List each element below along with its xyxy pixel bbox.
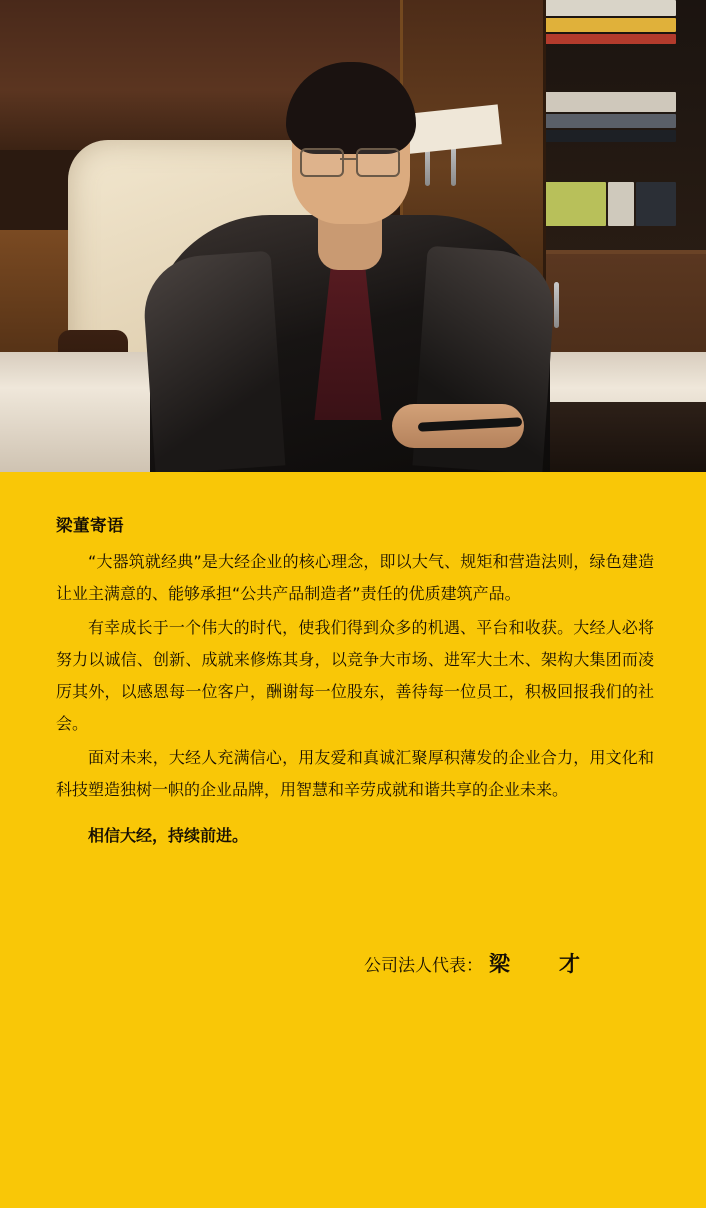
- book-item: [532, 130, 676, 142]
- books-group: [522, 0, 698, 250]
- book-item: [636, 182, 676, 226]
- letter-closing: 相信大经，持续前进。: [88, 826, 249, 845]
- book-item: [536, 182, 606, 226]
- book-item: [526, 0, 676, 16]
- signature-name: 梁 才: [489, 952, 594, 976]
- glasses-icon: [300, 148, 344, 177]
- signature-block: [56, 948, 654, 978]
- letter-title: 梁董寄语: [56, 516, 124, 535]
- book-item: [526, 34, 676, 44]
- book-item: [526, 18, 676, 32]
- executive-photo: [0, 0, 706, 472]
- glasses-bridge: [340, 158, 356, 160]
- letter-paragraph: 面对未来，大经人充满信心，用友爱和真诚汇聚厚积薄发的企业合力，用文化和科技塑造独树一帜的企业品牌，用智慧和辛劳成就和谐共享的企业未来。: [56, 748, 654, 799]
- book-item: [532, 114, 676, 128]
- signature-label: 公司法人代表：: [364, 956, 483, 976]
- book-item: [532, 92, 676, 112]
- letter-paragraph: “大器筑就经典”是大经企业的核心理念，即以大气、规矩和营造法则，绿色建造让业主满意的、能够承担“公共产品制造者”责任的优质建筑产品。: [56, 552, 654, 603]
- person-left-shoulder: [141, 251, 286, 472]
- book-item: [608, 182, 634, 226]
- cabinet-handle: [554, 282, 559, 328]
- letter-paragraph: 有幸成长于一个伟大的时代，使我们得到众多的机遇、平台和收获。大经人必将努力以诚信、创新、成就来修炼其身，以竞争大市场、进军大土木、架构大集团而凌厉其外，以感恩每一位客户，酬谢每一位股东，善待每一位员工，积极回报我们的社会。: [56, 618, 654, 733]
- glasses-icon: [356, 148, 400, 177]
- letter-content: [0, 472, 706, 978]
